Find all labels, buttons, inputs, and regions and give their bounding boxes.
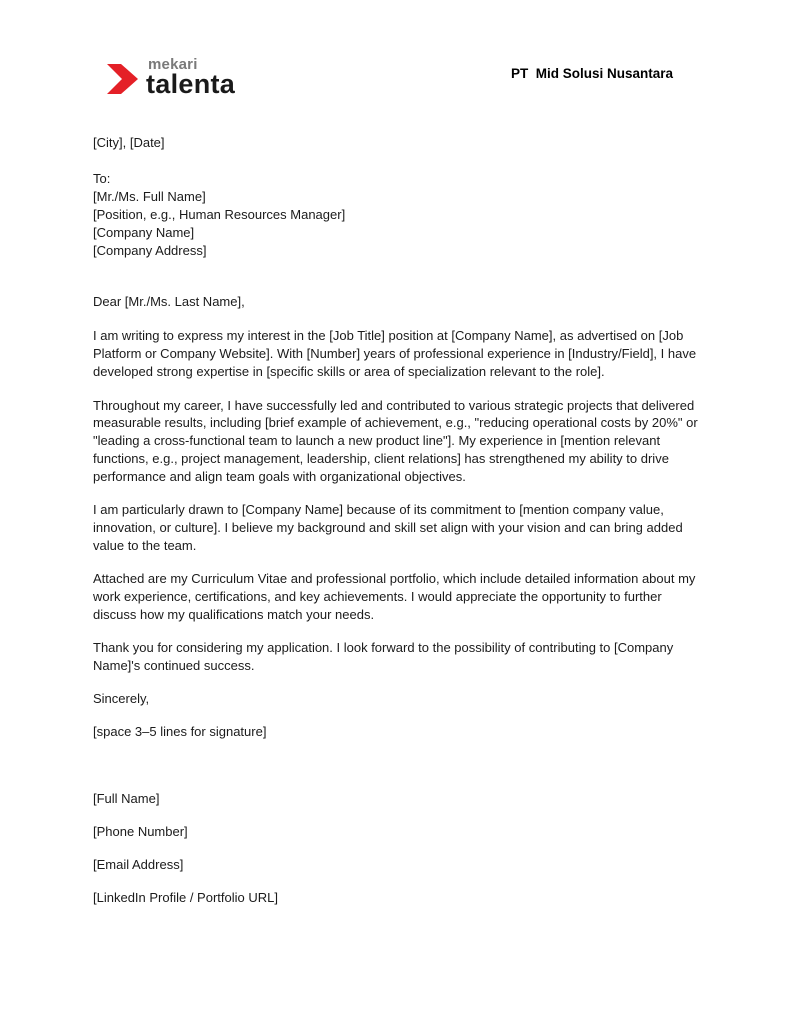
paragraph-3-line: value to the team. xyxy=(93,538,197,553)
paragraph-1-line: I am writing to express my interest in the [Job Title] position at [Company Name], as advertised on [Job xyxy=(93,328,684,343)
paragraph-3-line: innovation, or culture]. I believe my background and skill set align with your vision and can bring added xyxy=(93,520,683,535)
recipient-company: [Company Name] xyxy=(93,225,195,240)
signature-space: [space 3–5 lines for signature] xyxy=(93,724,267,739)
salutation: Dear [Mr./Ms. Last Name], xyxy=(93,294,245,309)
paragraph-2-line: measurable results, including [brief example of achievement, e.g., "reducing operational costs by 20%" or xyxy=(93,415,698,430)
recipient-position: [Position, e.g., Human Resources Manager] xyxy=(93,207,346,222)
email-address: [Email Address] xyxy=(93,857,184,872)
talenta-chevron-icon xyxy=(104,62,140,96)
paragraph-5-line: Thank you for considering my application. I look forward to the possibility of contributing to [Company xyxy=(93,640,674,655)
date-line: [City], [Date] xyxy=(93,135,165,150)
paragraph-4-line: work experience, certifications, and key achievements. I would appreciate the opportunity to further xyxy=(93,589,662,604)
paragraph-2-line: functions, e.g., project management, leadership, client relations] has strengthened my ability to drive xyxy=(93,451,669,466)
paragraph-1-line: developed strong expertise in [specific skills or area of specialization relevant to the role]. xyxy=(93,364,605,379)
paragraph-1-line: Platform or Company Website]. With [Number] years of professional experience in [Industry/Field], I have xyxy=(93,346,697,361)
recipient-name: [Mr./Ms. Full Name] xyxy=(93,189,206,204)
paragraph-2-line: performance and align team goals with organizational objectives. xyxy=(93,469,466,484)
recipient-address: [Company Address] xyxy=(93,243,207,258)
talenta-logo xyxy=(104,56,254,102)
paragraph-4-line: Attached are my Curriculum Vitae and professional portfolio, which include detailed information about my xyxy=(93,571,696,586)
paragraph-3-line: I am particularly drawn to [Company Name] because of its commitment to [mention company value, xyxy=(93,502,664,517)
logo-talenta-text: talenta xyxy=(146,69,236,99)
linkedin-profile: [LinkedIn Profile / Portfolio URL] xyxy=(93,890,278,905)
company-header: PT Mid Solusi Nusantara xyxy=(511,66,674,81)
paragraph-5-line: Name]'s continued success. xyxy=(93,658,255,673)
paragraph-4-line: discuss how my qualifications match your needs. xyxy=(93,607,375,622)
paragraph-2-line: Throughout my career, I have successfully led and contributed to various strategic projects that delivered xyxy=(93,398,695,413)
phone-number: [Phone Number] xyxy=(93,824,188,839)
recipient-to: To: xyxy=(93,171,111,186)
closing: Sincerely, xyxy=(93,691,150,706)
paragraph-2-line: "leading a cross-functional team to launch a new product line"]. My experience in [mention relevant xyxy=(93,433,661,448)
logo-mekari-text: mekari xyxy=(148,56,198,73)
full-name: [Full Name] xyxy=(93,791,160,806)
